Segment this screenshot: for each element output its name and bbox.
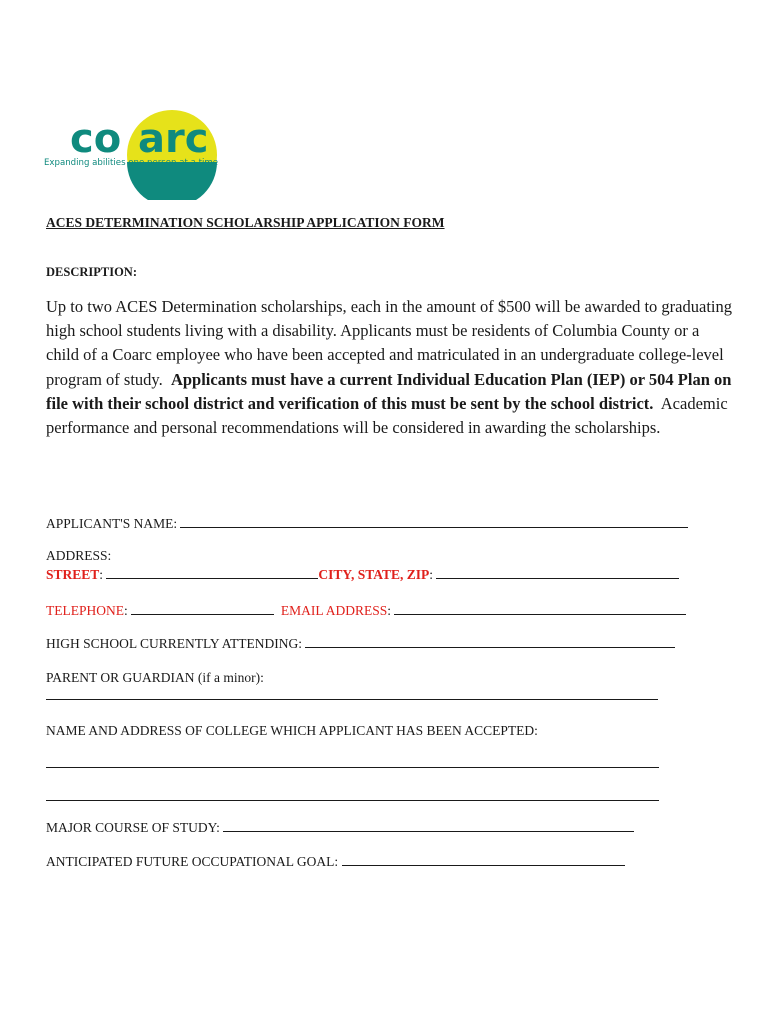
city-colon: :	[429, 567, 437, 582]
coarc-logo	[42, 110, 222, 200]
college-line-2[interactable]	[46, 800, 659, 801]
description-bold: Applicants must have a current Individual Education Plan (IEP) or 504 Plan on file with their school district and verification of this must be sent by the school district.	[46, 369, 732, 413]
city-state-zip-label: CITY, STATE, ZIP	[318, 567, 430, 582]
email-colon: :	[387, 603, 395, 618]
logo-wordmark-co: co	[70, 116, 122, 162]
description-text	[46, 295, 736, 440]
goal-row	[46, 853, 625, 870]
applicant-name-label: APPLICANT'S NAME:	[46, 516, 181, 531]
street-label: STREET	[46, 567, 100, 582]
applicant-name-row	[46, 515, 688, 532]
major-label: MAJOR COURSE OF STUDY:	[46, 820, 224, 835]
address-label: ADDRESS:	[46, 548, 112, 563]
applicant-name-line[interactable]	[180, 515, 688, 528]
college-label: NAME AND ADDRESS OF COLLEGE WHICH APPLICANT HAS BEEN ACCEPTED:	[46, 723, 538, 738]
major-row	[46, 819, 634, 836]
contact-row	[46, 602, 686, 619]
parent-guardian-line[interactable]	[46, 699, 658, 700]
email-label: EMAIL ADDRESS	[280, 603, 388, 618]
goal-line[interactable]	[342, 853, 625, 866]
telephone-label: TELEPHONE	[46, 603, 124, 618]
street-line[interactable]	[106, 566, 318, 579]
description-p2: Academic performance and personal recommendations will be considered in awarding the scholarships.	[46, 393, 728, 438]
logo-tagline: Expanding abilities one person at a time	[44, 158, 218, 168]
description-label: DESCRIPTION:	[46, 265, 137, 279]
telephone-line[interactable]	[131, 602, 274, 615]
telephone-colon: :	[124, 603, 132, 618]
form-title: ACES DETERMINATION SCHOLARSHIP APPLICATION FORM	[46, 215, 445, 230]
street-row	[46, 566, 679, 583]
high-school-label: HIGH SCHOOL CURRENTLY ATTENDING:	[46, 636, 306, 651]
logo-wordmark-arc: arc	[138, 116, 209, 162]
college-line-1[interactable]	[46, 767, 659, 768]
high-school-line[interactable]	[305, 635, 675, 648]
major-line[interactable]	[223, 819, 634, 832]
high-school-row	[46, 635, 675, 652]
city-state-zip-line[interactable]	[436, 566, 679, 579]
parent-guardian-label: PARENT OR GUARDIAN (if a minor):	[46, 670, 264, 685]
goal-label: ANTICIPATED FUTURE OCCUPATIONAL GOAL:	[46, 854, 342, 869]
email-line[interactable]	[394, 602, 686, 615]
street-colon: :	[99, 567, 107, 582]
description-p1: Up to two ACES Determination scholarships, each in the amount of $500 will be awarded to graduating high school students living with a disability. Applicants must be residents of Columbia County or a child of a Coarc employee who have been accepted and matriculated in an undergraduate college-level program of study.	[46, 297, 732, 389]
